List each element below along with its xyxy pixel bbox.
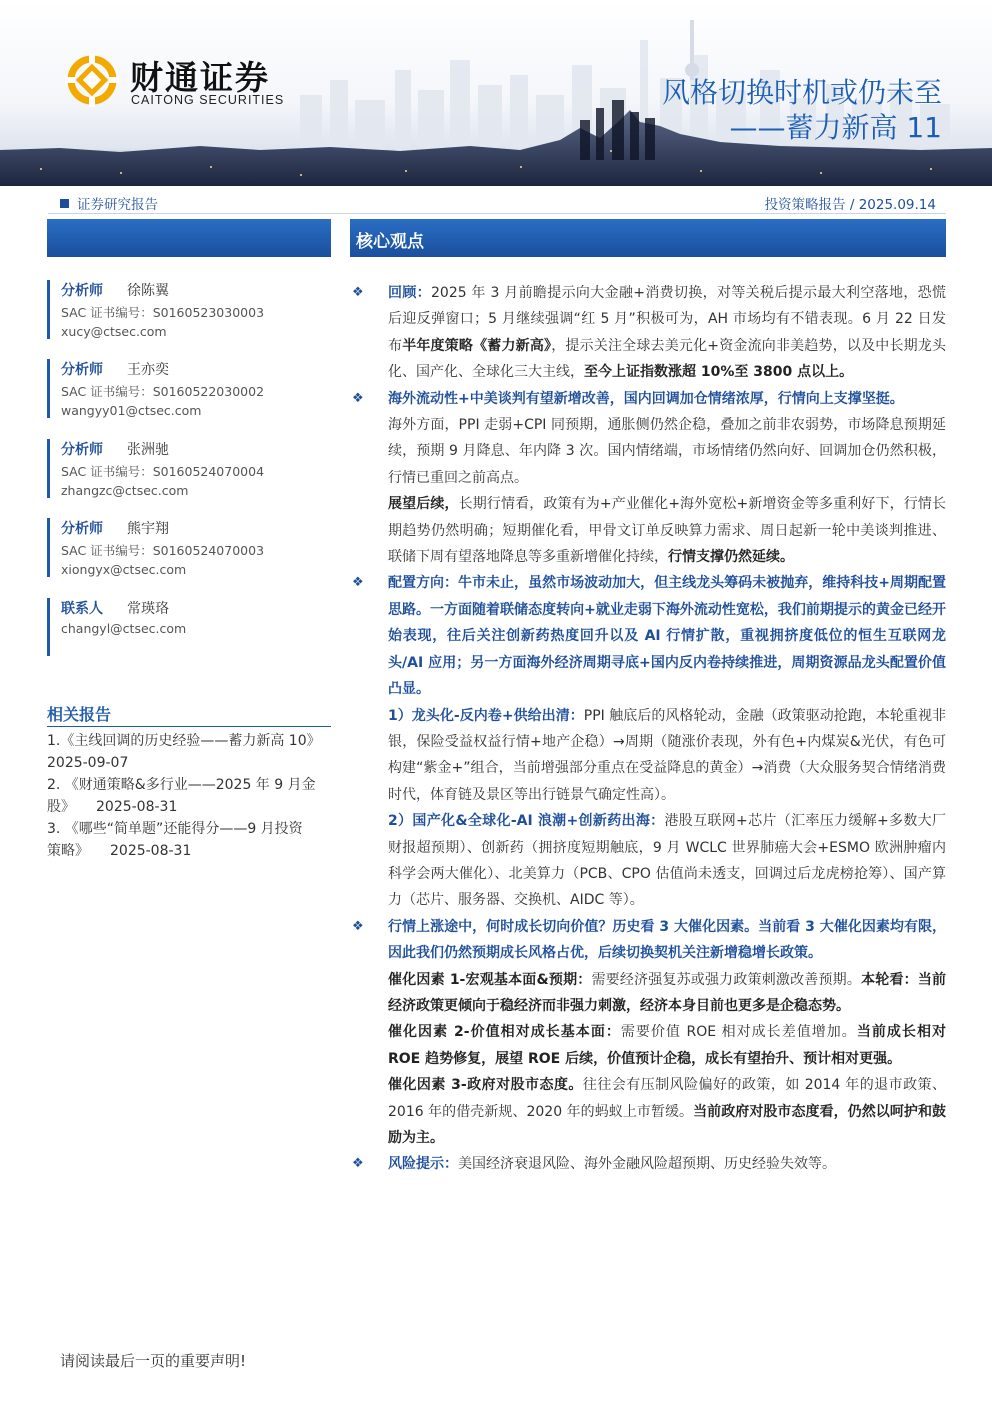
paragraph-lead: 催化因素 3-政府对股市态度。 — [388, 1077, 583, 1094]
related-report-date: 股》 2025-08-31 — [47, 799, 178, 815]
diamond-bullet-icon: ❖ — [352, 575, 364, 591]
paragraph-lead: 催化因素 1-宏观基本面&预期： — [388, 971, 592, 988]
analyst-role: 分析师 — [61, 521, 103, 537]
analyst-name: 张洲驰 — [127, 442, 169, 458]
point-paragraph — [350, 967, 946, 1020]
contact-role: 联系人 — [61, 601, 103, 617]
contact-card — [47, 598, 331, 656]
report-type-text: 证券研究报告 — [77, 197, 158, 213]
point-allocation — [350, 570, 946, 702]
analyst-role: 分析师 — [61, 362, 103, 378]
point-paragraph — [350, 1019, 946, 1072]
point-text: ，提示关注全球去美元化+资金流向非美趋势，以及中长期龙头化、国产化、全球化三大主线， — [388, 337, 947, 381]
paragraph-text: 需要经济强复苏或强力政策刺激改善预期。 — [591, 971, 862, 988]
paragraph-lead: 2）国产化&全球化-AI 浪潮+创新药出海： — [388, 813, 665, 830]
point-bold-text: 至今上证指数涨超 10%至 3800 点以上。 — [584, 364, 854, 381]
analyst-email[interactable]: xucy@ctsec.com — [61, 324, 167, 339]
analyst-role: 分析师 — [61, 283, 103, 299]
core-view-title: 核心观点 — [356, 232, 424, 252]
point-heading: 回顾： — [388, 285, 432, 301]
report-type-label — [60, 193, 158, 213]
square-bullet-icon — [60, 199, 69, 208]
analyst-email[interactable]: wangyy01@ctsec.com — [61, 403, 202, 418]
analyst-role-name — [61, 280, 331, 300]
point-heading: 风险提示： — [388, 1156, 458, 1173]
paragraph-text: 往往会有压制风险偏好的政策，如 2014 年的退市政策、2016 年的借壳新规、2020 年的蚂蚁上市暂缓。 — [388, 1077, 946, 1120]
analyst-card — [47, 280, 331, 339]
paragraph-bold-text: 当前成长相对 ROE 趋势修复，展望 ROE 后续，价值预计企稳，成长有望抬升、预计相对更强。 — [388, 1024, 946, 1067]
brand-name-cn: 财通证券 — [130, 58, 270, 97]
paragraph-text: 需要价值 ROE 相对成长差值增加。 — [620, 1024, 857, 1041]
point-paragraph — [350, 808, 946, 914]
brand-name-en: CAITONG SECURITIES — [131, 93, 285, 107]
point-text: 美国经济衰退风险、海外金融风险超预期、历史经验失效等。 — [458, 1156, 836, 1173]
point-heading: 海外流动性+中美谈判有望新增改善，国内回调加仓情绪浓厚，行情向上支撑坚挺。 — [388, 390, 904, 407]
analyst-role-name — [61, 359, 331, 379]
diamond-bullet-icon: ❖ — [352, 1156, 364, 1172]
analyst-card — [47, 359, 331, 418]
related-report-item[interactable] — [47, 818, 337, 862]
contact-email[interactable]: changyl@ctsec.com — [61, 621, 187, 636]
analyst-cert: SAC 证书编号：S0160523030003 — [61, 305, 265, 320]
paragraph-bold-text: 行情支撑仍然延续。 — [668, 549, 794, 566]
related-reports-divider — [47, 726, 331, 727]
report-subtitle: ——蓄力新高 11 — [729, 111, 942, 144]
disclaimer-note: 请阅读最后一页的重要声明! — [60, 1352, 247, 1370]
analyst-cert: SAC 证书编号：S0160524070004 — [61, 464, 265, 479]
divider — [48, 213, 946, 214]
point-heading: 配置方向：牛市未止，虽然市场波动加大，但主线龙头筹码未被抛弃，维持科技+周期配置思路。一方面随着联储态度转向+就业走弱下海外流动性宽松，我们前期提示的黄金已经开始表现，往后关注创新药热度回升以及 AI 行情扩散，重视拥挤度低位的恒生互联网龙头/AI 应用；另一方面海外经济周期寻底+国内反内卷持续推进，周期资源品龙头配置价值凸显。 — [388, 575, 946, 698]
point-paragraph — [350, 491, 946, 570]
paragraph-lead: 1）龙头化-反内卷+供给出清： — [388, 707, 584, 724]
point-bold-text: 半年度策略《蓄力新高》 — [402, 337, 552, 354]
paragraph-text: 长期行情看，政策有为+产业催化+海外宽松+新增资金等多重利好下，行情长期趋势仍然明确；短期催化看，甲骨文订单反映算力需求、周日起新一轮中美谈判推进、联储下周有望落地降息等多重新增催化持续， — [388, 496, 946, 566]
paragraph-text: 港股互联网+芯片（汇率压力缓解+多数大厂财报超预期）、创新药（拥挤度短期触底，9 月 WCLC 世界肺癌大会+ESMO 欧洲肿瘤内科学会两大催化）、北美算力（PCB、CPO 估值尚未透支，回调过后龙虎榜抢筹）、国产算力（芯片、服务器、交换机、AIDC 等）。 — [388, 813, 946, 909]
related-report-title: 1.《主线回调的历史经验——蓄力新高 10》 — [47, 733, 321, 749]
paragraph-bold-text: 本轮看：当前经济政策更倾向于稳经济而非强力刺激，经济本身目前也更多是企稳态势。 — [388, 971, 947, 1014]
point-risk — [350, 1151, 946, 1177]
analyst-cert: SAC 证书编号：S0160522030002 — [61, 384, 265, 399]
analyst-email[interactable]: xiongyx@ctsec.com — [61, 562, 187, 577]
diamond-bullet-icon: ❖ — [352, 918, 364, 934]
point-text: 2025 年 3 月前瞻提示向大金融+消费切换，对等关税后提示最大利空落地，恐慌后迎反弹窗口；5 月继续强调“红 5 月”积极可为，AH 市场均有不错表现。6 月 22 日发布 — [388, 285, 947, 354]
analyst-role-name — [61, 518, 331, 538]
diamond-bullet-icon: ❖ — [352, 390, 364, 406]
analyst-name: 王亦奕 — [127, 362, 169, 378]
related-report-date: 策略》 2025-08-31 — [47, 843, 192, 859]
header-banner — [0, 0, 992, 186]
contact-name: 常瑛珞 — [127, 601, 169, 617]
paragraph-lead: 催化因素 2-价值相对成长基本面： — [388, 1024, 621, 1041]
analyst-card — [47, 439, 331, 498]
paragraph-text: PPI 触底后的风格轮动，金融（政策驱动抢跑，本轮重视非银，保险受益权益行情+地产企稳）→周期（随涨价表现，外有色+内煤炭&光伏，有色可构建“紫金+”组合，当前增强部分重点在受益降息的黄金）→消费（大众服务契合情绪消费时代，体育链及景区等出行链景气确定性高）。 — [388, 707, 946, 803]
analyst-card — [47, 518, 331, 577]
analyst-name: 徐陈翼 — [127, 283, 169, 299]
related-report-title: 3. 《哪些“简单题”还能得分——9 月投资 — [47, 821, 303, 837]
point-review — [350, 280, 946, 386]
analyst-role-name — [61, 439, 331, 459]
caitong-logo-icon — [62, 50, 122, 110]
analyst-name: 熊宇翔 — [127, 521, 169, 537]
point-paragraph — [350, 703, 946, 809]
point-paragraph — [350, 1072, 946, 1151]
point-liquidity — [350, 386, 946, 412]
analyst-email[interactable]: zhangzc@ctsec.com — [61, 483, 189, 498]
related-reports-title: 相关报告 — [47, 705, 112, 724]
diamond-bullet-icon: ❖ — [352, 285, 364, 300]
analyst-role: 分析师 — [61, 442, 103, 458]
related-report-date: 2025-09-07 — [47, 755, 129, 771]
analyst-cert: SAC 证书编号：S0160524070003 — [61, 543, 265, 558]
report-category-date: 投资策略报告 / 2025.09.14 — [764, 197, 936, 213]
paragraph-lead: 展望后续， — [388, 496, 459, 513]
related-report-title: 2. 《财通策略&多行业——2025 年 9 月金 — [47, 777, 316, 793]
report-title: 风格切换时机或仍未至 — [661, 76, 942, 109]
point-style-switch — [350, 914, 946, 967]
paragraph-bold-text: 当前政府对股市态度看，仍然以呵护和鼓励为主。 — [388, 1103, 946, 1146]
point-heading: 行情上涨途中，何时成长切向价值？历史看 3 大催化因素。当前看 3 大催化因素均有限，因此我们仍然预期成长风格占优，后续切换契机关注新增稳增长政策。 — [388, 918, 946, 962]
core-view-banner — [350, 219, 946, 257]
left-column-banner — [47, 219, 331, 257]
related-report-item[interactable] — [47, 774, 337, 818]
related-report-item[interactable] — [47, 730, 337, 774]
contact-role-name — [61, 598, 331, 618]
point-paragraph: 海外方面，PPI 走弱+CPI 同预期，通胀侧仍然企稳，叠加之前非农弱势，市场降息预期延续，预期 9 月降息、年内降 3 次。国内情绪端，市场情绪仍然向好、回调加仓仍然积极，行情已重回之前高点。 — [388, 417, 946, 486]
related-reports-list — [47, 730, 337, 862]
core-view-content — [350, 280, 946, 1178]
